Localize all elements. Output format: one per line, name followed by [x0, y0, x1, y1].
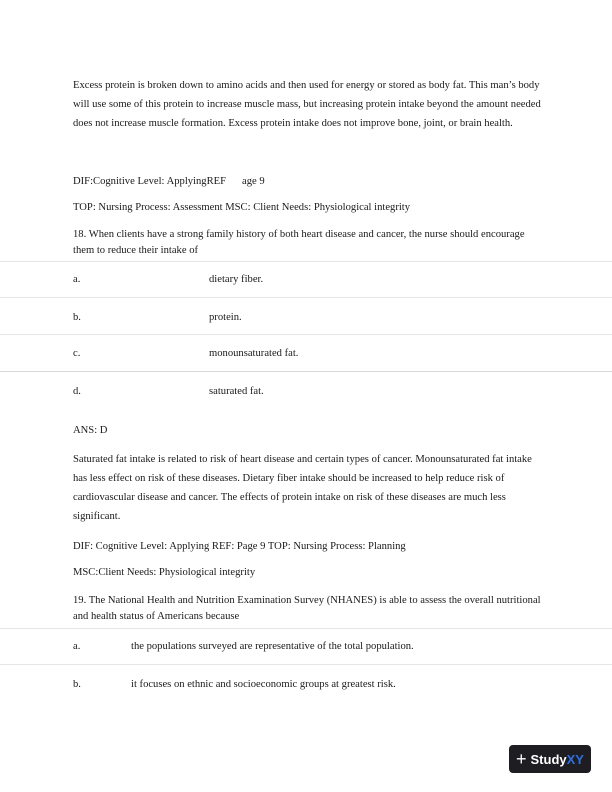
q18-option-b[interactable] — [0, 297, 612, 335]
q18-answer: ANS: D — [73, 425, 108, 436]
option-letter: c. — [73, 348, 81, 359]
option-text: protein. — [209, 312, 242, 323]
q18-option-a[interactable] — [0, 261, 612, 298]
q19-option-b[interactable] — [0, 664, 612, 701]
option-letter: d. — [73, 386, 81, 397]
q18-option-d[interactable] — [0, 371, 612, 410]
option-letter: b. — [73, 679, 81, 690]
intro-top: TOP: Nursing Process: Assessment MSC: Client Needs: Physiological integrity — [73, 202, 411, 213]
intro-paragraph: Excess protein is broken down to amino acids and then used for energy or stored as body fat. This man’s body will use some of this protein to increase muscle mass, but increasing protein intake beyond the amount needed does not increase muscle formation. Excess protein intake does not improve bone, joint, or brain health. — [73, 80, 541, 129]
option-text: the populations surveyed are representative of the total population. — [131, 641, 414, 652]
intro-dif: DIF:Cognitive Level: ApplyingREF — [73, 176, 227, 187]
q18-rationale: Saturated fat intake is related to risk of heart disease and certain types of cancer. Monounsaturated fat intake has less effect on risk of these diseases. Dietary fiber intake should be increased to help reduce risk of cardiovascular disease and cancer. The effects of protein intake on risk of these diseases are much less significant. — [73, 454, 532, 522]
brand-accent: XY — [566, 751, 584, 767]
q18-stem: 18. When clients have a strong family history of both heart disease and cancer, the nurse should encourage them to reduce their intake of — [73, 229, 525, 256]
intro-dif-page: age 9 — [242, 176, 265, 187]
q19-option-a[interactable] — [0, 628, 612, 665]
intro-dif-line — [73, 175, 265, 189]
option-letter: a. — [73, 274, 81, 285]
q18-dif: DIF: Cognitive Level: Applying REF: Page 9 TOP: Nursing Process: Planning — [73, 541, 406, 552]
q18-msc: MSC:Client Needs: Physiological integrity — [73, 567, 256, 578]
q19-stem: 19. The National Health and Nutrition Examination Survey (NHANES) is able to assess the overall nutritional and health status of Americans because — [73, 595, 541, 622]
option-letter: a. — [73, 641, 81, 652]
option-text: dietary fiber. — [209, 274, 264, 285]
studyxy-badge[interactable] — [509, 745, 591, 773]
q18-option-c[interactable] — [0, 334, 612, 372]
plus-icon: + — [516, 749, 527, 769]
option-text: saturated fat. — [209, 386, 264, 397]
option-text: it focuses on ethnic and socioeconomic groups at greatest risk. — [131, 679, 396, 690]
brand-main: Study — [530, 751, 567, 767]
option-text: monounsaturated fat. — [209, 348, 299, 359]
option-letter: b. — [73, 312, 81, 323]
